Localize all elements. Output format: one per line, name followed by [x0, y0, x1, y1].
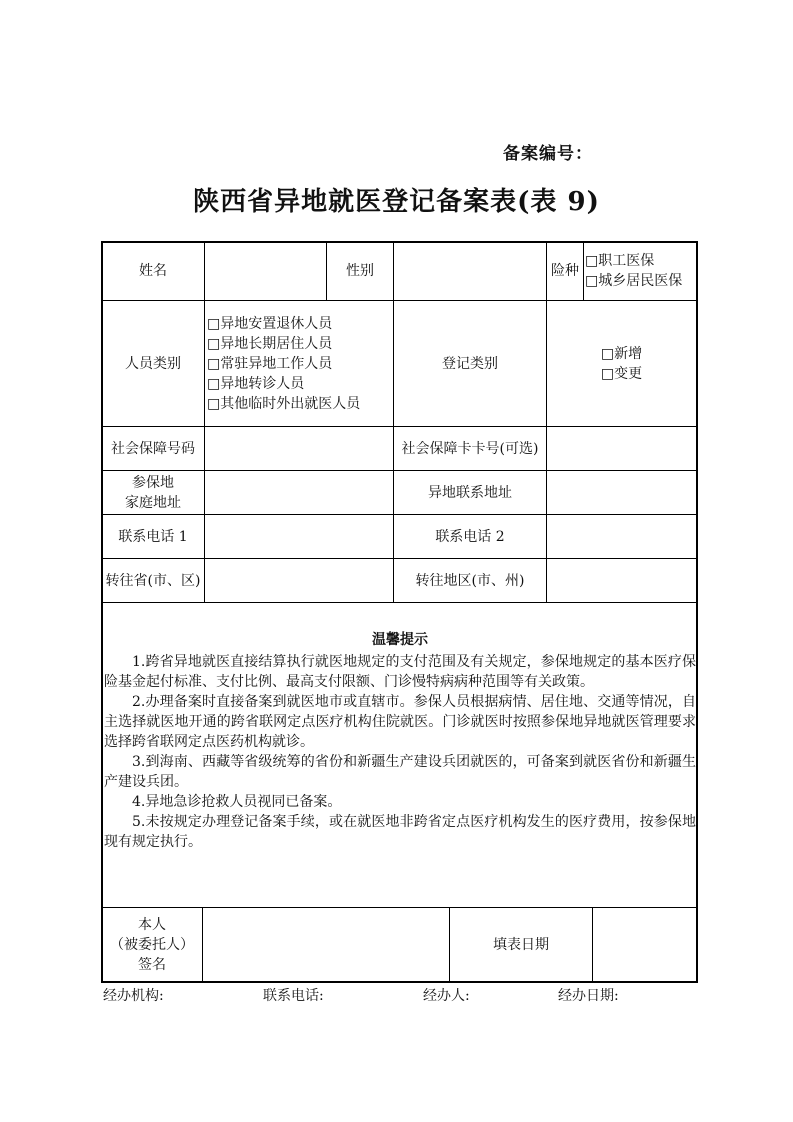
- destination-province-field[interactable]: [205, 559, 393, 602]
- table-border-bottom: [101, 981, 698, 983]
- name-label: 姓名: [139, 263, 167, 279]
- person-type-option-retired[interactable]: □异地安置退休人员: [207, 315, 333, 332]
- social-security-card-field[interactable]: [547, 427, 696, 470]
- phone-1-field[interactable]: [205, 515, 393, 558]
- social-security-number-field[interactable]: [205, 427, 393, 470]
- signature-label: [102, 908, 202, 981]
- name-field[interactable]: [205, 242, 326, 300]
- home-address-field[interactable]: [205, 471, 393, 514]
- footer-agency-label: 经办机构:: [103, 988, 164, 1004]
- document-title: 陕西省异地就医登记备案表(表 9): [193, 187, 600, 217]
- insurance-label: 险种: [551, 263, 579, 279]
- tips-item: 2.办理备案时直接备案到就医地市或直辖市。参保人员根据病情、居住地、交通等情况，自主选择就医地开通的跨省联网定点医疗机构住院就医。门诊就医时按照参保地异地就医管理要求选择跨省联网定点医药机构就诊。: [104, 694, 696, 750]
- insurance-options: [583, 242, 696, 300]
- tips-title: 温馨提示: [372, 632, 428, 648]
- tips-item: 4.异地急诊抢救人员视同已备案。: [132, 794, 342, 810]
- tips-item: 1.跨省异地就医直接结算执行就医地规定的支付范围及有关规定，参保地规定的基本医疗保险基金起付标准、支付比例、最高支付限额、门诊慢特病病种范围等有关政策。: [104, 654, 696, 690]
- registration-type-options: [547, 301, 696, 426]
- signature-label-line3: 签名: [138, 956, 166, 973]
- destination-province-label: 转往省(市、区): [105, 572, 201, 589]
- tips-section: [104, 630, 696, 852]
- fill-date-field[interactable]: [593, 908, 696, 981]
- tips-item: 3.到海南、西藏等省级统筹的省份和新疆生产建设兵团就医的，可备案到就医省份和新疆生产建设兵团。: [104, 754, 696, 790]
- footer-handler-label: 经办人:: [423, 988, 470, 1004]
- tips-item: 5.未按规定办理登记备案手续，或在就医地非跨省定点医疗机构发生的医疗费用，按参保地现有规定执行。: [104, 814, 696, 850]
- registration-type-label: 登记类别: [442, 355, 498, 372]
- signature-label-line1: 本人: [138, 916, 166, 933]
- row-divider: [102, 602, 697, 603]
- phone-2-label: 联系电话 2: [435, 528, 505, 545]
- phone-2-field[interactable]: [547, 515, 696, 558]
- table-border-right: [696, 241, 698, 983]
- gender-field[interactable]: [394, 242, 546, 300]
- phone-1-label: 联系电话 1: [118, 528, 188, 545]
- registration-type-option-change[interactable]: □变更: [600, 365, 643, 382]
- home-address-label-line1: 参保地: [132, 474, 174, 491]
- person-type-label: 人员类别: [125, 355, 181, 372]
- registration-type-option-new[interactable]: □新增: [600, 345, 643, 362]
- person-type-option-other[interactable]: □其他临时外出就医人员: [207, 395, 361, 412]
- remote-address-field[interactable]: [547, 471, 696, 514]
- home-address-label: [102, 471, 204, 514]
- home-address-label-line2: 家庭地址: [125, 494, 181, 511]
- social-security-card-label: 社会保障卡卡号(可选): [401, 440, 539, 457]
- insurance-option-resident[interactable]: □城乡居民医保: [585, 273, 683, 289]
- record-number-label: 备案编号：: [503, 144, 593, 164]
- gender-label: 性别: [346, 263, 374, 279]
- signature-field[interactable]: [203, 908, 449, 981]
- person-type-option-long-term-resident[interactable]: □异地长期居住人员: [207, 335, 333, 352]
- footer-phone-label: 联系电话:: [263, 988, 324, 1004]
- insurance-option-employee[interactable]: □职工医保: [585, 253, 655, 269]
- fill-date-label: 填表日期: [493, 936, 549, 953]
- destination-region-label: 转往地区(市、州): [415, 572, 525, 589]
- person-type-option-referral[interactable]: □异地转诊人员: [207, 375, 305, 392]
- person-type-option-resident-worker[interactable]: □常驻异地工作人员: [207, 355, 333, 372]
- signature-label-line2: （被委托人）: [110, 936, 194, 953]
- footer-date-label: 经办日期:: [558, 988, 619, 1004]
- person-type-options: [205, 301, 393, 426]
- destination-region-field[interactable]: [547, 559, 696, 602]
- remote-address-label: 异地联系地址: [428, 484, 512, 501]
- social-security-number-label: 社会保障号码: [111, 440, 195, 457]
